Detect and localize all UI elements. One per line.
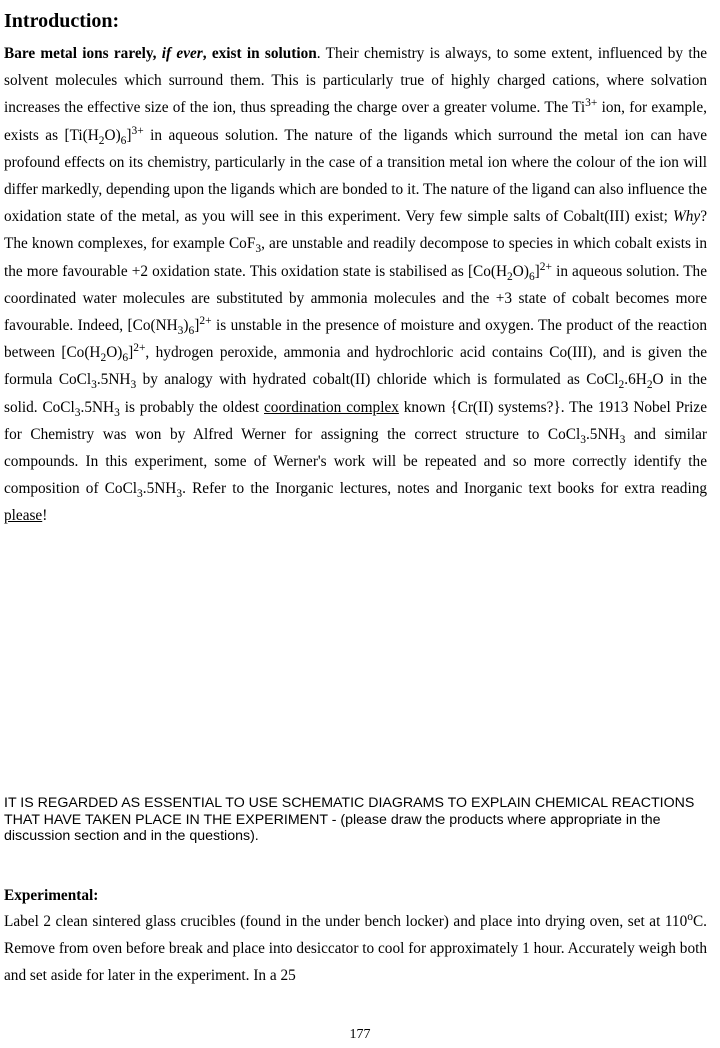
page-number: 177 (349, 1027, 371, 1042)
experimental-heading: Experimental: (4, 887, 99, 904)
introduction-body (4, 40, 707, 530)
degree-symbol: o (687, 910, 693, 923)
schematic-notice: IT IS REGARDED AS ESSENTIAL TO USE SCHEMATIC DIAGRAMS TO EXPLAIN CHEMICAL REACTIONS THAT HAVE TAKEN PLACE IN THE EXPERIMENT - (please draw the products where appropriate in the discussion section and in the questions). (4, 795, 695, 844)
please-emphasis: please (4, 507, 43, 525)
experimental-paragraph: Label 2 clean sintered glass crucibles (found in the under bench locker) and place into drying oven, set at 110$^o$C. Remove from oven before break and place into desiccator to cool for approximately 1 hour. Accurately weigh both and set aside for later in the experiment. In a 25 (4, 910, 707, 985)
introduction-paragraph: Bare metal ions rarely, if ever, exist in solution. Their chemistry is always, to some extent, influenced by the solvent molecules which surround them. This is particularly true of highly charged cations, where solvation increases the effective size of the ion, thus spreading the charge over a greater volume. The $Ti^{3+}$ ion, for example, exists as $[Ti(H_2O)_6]^{3+}$ in aqueous solution. The nature of the ligands which surround the metal ion can have profound effects on its chemistry, particularly in the case of a transition metal ion where the colour of the ion will differ markedly, depending upon the ligands which are bonded to it. The nature of the ligand can also influence the oxidation state of the metal, as you will see in this experiment. Very few simple salts of Cobalt(III) exist; Why? The known complexes, for example CoF$_3$, are unstable and readily decompose to species in which cobalt exists in the more favourable +2 oxidation state. This oxidation state is stabilised as $[Co(H_2O)_6]^{2+}$ in aqueous solution. The coordinated water molecules are substituted by ammonia molecules and the +3 state of cobalt becomes more favourable. Indeed, $[Co(NH_3)_6]^{2+}$ is unstable in the presence of moisture and oxygen. The product of the reaction between $[Co(H_2O)_6]^{2+}$, hydrogen peroxide, ammonia and hydrochloric acid contains Co(III), and is given the formula $CoCl_3.5NH_3$ by analogy with hydrated cobalt(II) chloride which is formulated as $CoCl_2.6H_2O$ in the solid. $CoCl_3.5NH_3$ is probably the oldest coordination complex known {Cr(II) systems?}. The 1913 Nobel Prize for Chemistry was won by Alfred Werner for assigning the correct structure to $CoCl_3.5NH_3$ and similar compounds. In this experiment, some of Werner's work will be repeated and so more correctly identify the composition of $CoCl_3.5NH_3$. Refer to the Inorganic lectures, notes and Inorganic text books for extra reading please! (4, 45, 708, 525)
experimental-body (4, 908, 707, 990)
lead-end: , exist in solution (202, 45, 317, 62)
why-emphasis: Why (673, 208, 701, 226)
introduction-heading: Introduction: (4, 10, 120, 32)
lead-text: Bare metal ions rarely, (4, 45, 162, 62)
coordination-complex-term: coordination complex (264, 398, 399, 416)
lead-emphasis: if ever (161, 45, 203, 62)
